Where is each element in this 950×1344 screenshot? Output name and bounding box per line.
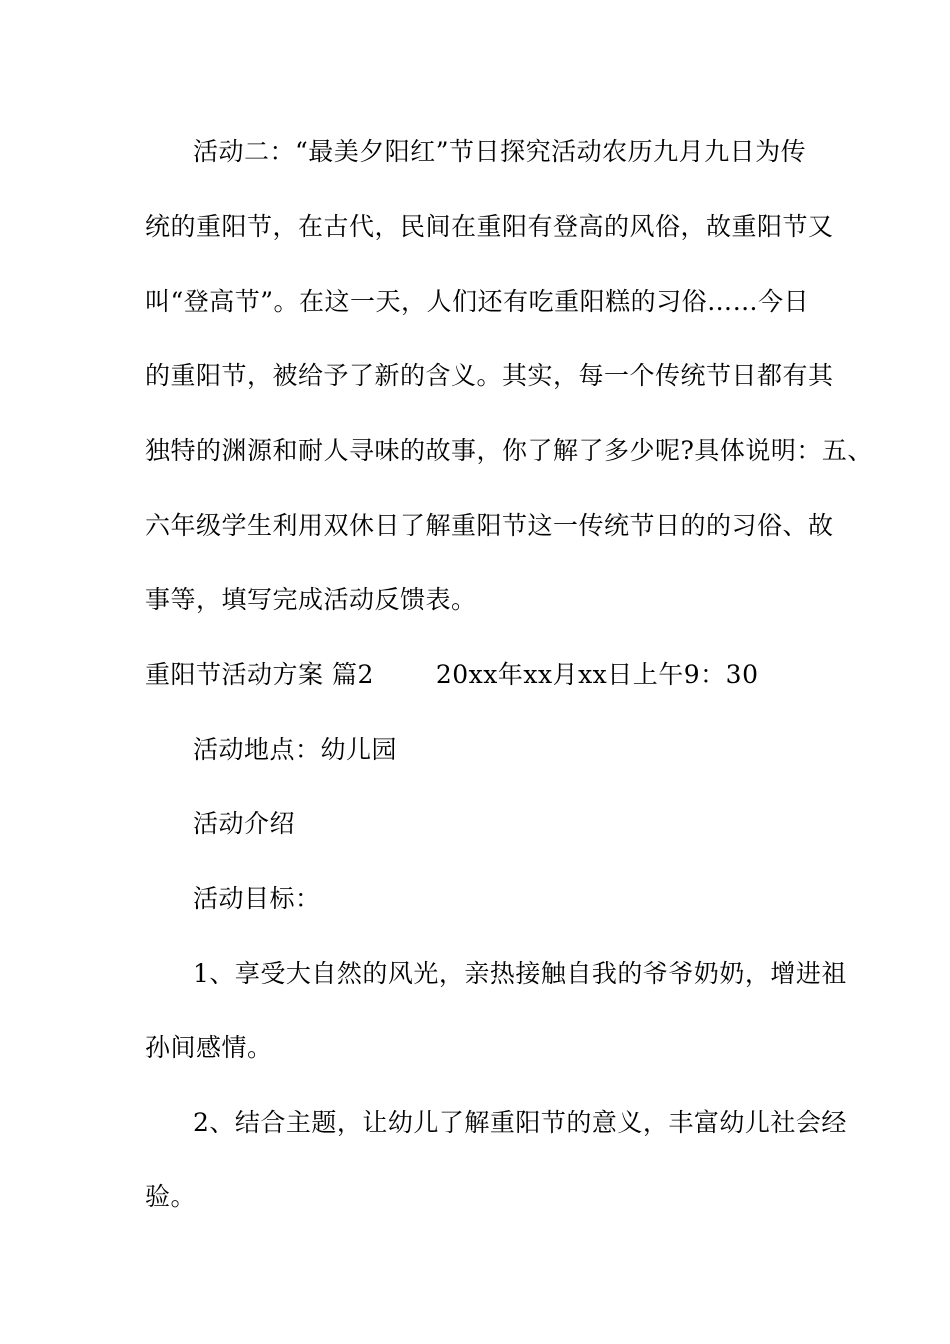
paragraph-line-1: 活动二：“最美夕阳红”节日探究活动农历九月九日为传 — [193, 137, 807, 166]
paragraph-line-7: 事等，填写完成活动反馈表。 — [145, 585, 477, 614]
paragraph-line-6: 六年级学生利用双休日了解重阳节这一传统节日的的习俗、故 — [145, 511, 834, 540]
paragraph-line-5: 独特的渊源和耐人寻味的故事，你了解了多少呢?具体说明：五、 — [145, 436, 873, 465]
goal-2-line-1: 2、结合主题，让幼儿了解重阳节的意义，丰富幼儿社会经 — [193, 1108, 847, 1137]
section-heading — [145, 660, 758, 690]
paragraph-line-3: 叫“登高节”。在这一天，人们还有吃重阳糕的习俗……今日 — [145, 287, 810, 316]
goals-label: 活动目标： — [193, 884, 321, 913]
event-intro-label: 活动介绍 — [193, 809, 296, 838]
goal-2-line-2: 验。 — [145, 1182, 197, 1211]
event-datetime: 20xx年xx月xx日上午9：30 — [435, 660, 759, 689]
event-location: 活动地点：幼儿园 — [193, 735, 398, 764]
section-title: 重阳节活动方案 篇2 — [145, 660, 374, 689]
paragraph-line-4: 的重阳节，被给予了新的含义。其实，每一个传统节日都有其 — [145, 361, 834, 390]
paragraph-line-2: 统的重阳节，在古代，民间在重阳有登高的风俗，故重阳节又 — [145, 212, 834, 241]
goal-1-line-1: 1、享受大自然的风光，亲热接触自我的爷爷奶奶，增进祖 — [193, 959, 847, 988]
goal-1-line-2: 孙间感情。 — [145, 1033, 273, 1062]
